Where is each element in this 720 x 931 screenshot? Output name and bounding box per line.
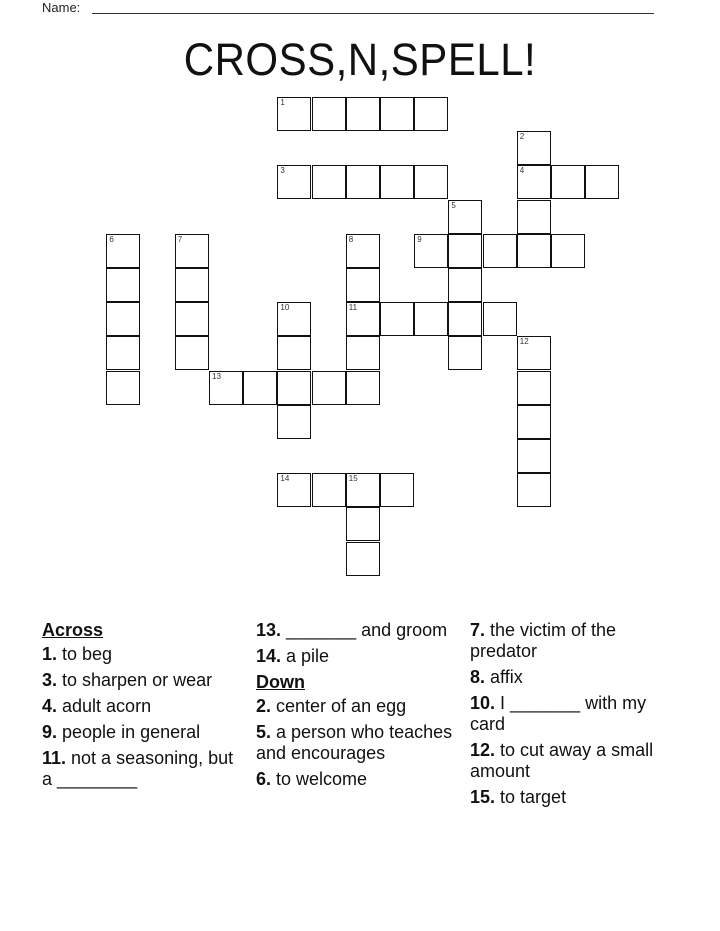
name-label: Name: [42,0,81,15]
crossword-cell[interactable] [483,234,517,268]
crossword-cell[interactable] [448,268,482,302]
crossword-cell[interactable] [517,200,551,234]
crossword-cell[interactable] [175,268,209,302]
crossword-cell[interactable] [106,336,140,370]
crossword-cell[interactable] [448,302,482,336]
clue-text: adult acorn [57,696,152,716]
clue-number: 6 [109,234,114,244]
clue-number: 2. [256,696,272,716]
crossword-cell[interactable] [312,165,346,199]
crossword-cell[interactable] [106,268,140,302]
clue-number: 5. [256,722,272,742]
clue-text: center of an egg [271,696,407,716]
crossword-cell[interactable] [585,165,619,199]
crossword-cell[interactable] [414,234,448,268]
crossword-cell[interactable] [312,371,346,405]
clue-text: _______ and groom [281,620,448,640]
crossword-cell[interactable] [346,234,380,268]
crossword-cell[interactable] [517,165,551,199]
crossword-cell[interactable] [175,336,209,370]
down-clue-list-continued [470,620,680,808]
clue-item [470,693,680,735]
crossword-cell[interactable] [414,302,448,336]
clue-number: 12 [519,337,529,347]
crossword-cell[interactable] [277,371,311,405]
down-clue-list [256,696,456,790]
crossword-cell[interactable] [380,165,414,199]
crossword-cell[interactable] [517,405,551,439]
clue-item [256,696,456,717]
clue-number: 10 [280,303,290,313]
crossword-cell[interactable] [517,131,551,165]
clue-item [42,722,242,743]
clue-text: affix [485,667,523,687]
crossword-cell[interactable] [175,234,209,268]
clue-item [256,620,456,641]
across-heading: Across [42,620,104,640]
crossword-cell[interactable] [517,336,551,370]
down-heading: Down [256,672,305,692]
clue-number: 9. [42,722,58,742]
crossword-cell[interactable] [312,97,346,131]
clue-item [470,787,680,808]
crossword-cell[interactable] [448,200,482,234]
clue-number: 8. [470,667,486,687]
clue-text: to beg [57,644,113,664]
crossword-cell[interactable] [346,268,380,302]
crossword-cell[interactable] [380,97,414,131]
clue-item [470,667,680,688]
clue-number: 3. [42,670,58,690]
clues-column-1 [42,620,242,795]
crossword-cell[interactable] [346,371,380,405]
crossword-cell[interactable] [448,234,482,268]
clue-item [256,769,456,790]
crossword-cell[interactable] [517,371,551,405]
clue-number: 3 [280,166,285,176]
clue-number: 14 [280,474,290,484]
across-clue-list [42,644,242,790]
crossword-cell[interactable] [483,302,517,336]
crossword-cell[interactable] [277,473,311,507]
clues-column-2 [256,620,456,795]
crossword-cell[interactable] [277,97,311,131]
crossword-cell[interactable] [346,302,380,336]
clue-number: 7. [470,620,486,640]
crossword-cell[interactable] [380,302,414,336]
clue-item [42,670,242,691]
clue-item [470,620,680,662]
clue-number: 1 [280,98,285,107]
clue-text: not a seasoning, but a ________ [42,748,234,789]
crossword-cell[interactable] [551,165,585,199]
crossword-cell[interactable] [517,473,551,507]
crossword-cell[interactable] [517,439,551,473]
clue-item [470,740,680,782]
clue-item [42,644,242,665]
clue-item [42,748,242,790]
crossword-cell[interactable] [312,473,346,507]
page-title: CROSS,N,SPELL! [183,34,537,85]
crossword-cell[interactable] [346,507,380,541]
crossword-cell[interactable] [346,473,380,507]
clue-text: I _______ with my card [470,693,647,734]
clue-number: 5 [451,200,456,210]
crossword-cell[interactable] [175,302,209,336]
clue-number: 11 [348,303,358,313]
clue-item [256,722,456,764]
clue-number: 9 [417,234,422,244]
crossword-cell[interactable] [277,405,311,439]
crossword-cell[interactable] [346,542,380,576]
clue-number: 4. [42,696,58,716]
clue-number: 15 [348,474,358,484]
clue-number: 10. [470,693,496,713]
crossword-cell[interactable] [551,234,585,268]
clue-text: to target [495,787,567,807]
crossword-cell[interactable] [277,336,311,370]
crossword-cell[interactable] [243,371,277,405]
clue-item [256,646,456,667]
clues-column-3 [470,620,680,813]
crossword-cell[interactable] [380,473,414,507]
clue-number: 4 [519,166,525,176]
clue-number: 8 [348,234,354,244]
crossword-cell[interactable] [209,371,243,405]
clue-number: 11. [42,748,67,768]
clue-number: 6. [256,769,272,789]
clue-number: 13 [212,371,221,381]
crossword-cell[interactable] [448,336,482,370]
crossword-cell[interactable] [346,97,380,131]
clue-item [42,696,242,717]
crossword-cell[interactable] [106,302,140,336]
crossword-cell[interactable] [346,165,380,199]
across-clue-list-continued [256,620,456,667]
crossword-cell[interactable] [414,97,448,131]
clue-text: to sharpen or wear [57,670,213,690]
clue-number: 7 [177,234,183,244]
crossword-cell[interactable] [106,371,140,405]
clue-text: to welcome [271,769,368,789]
clue-number: 12. [470,740,496,760]
clue-text: people in general [57,722,201,742]
crossword-cell[interactable] [106,234,140,268]
crossword-cell[interactable] [277,165,311,199]
clue-number: 13. [256,620,282,640]
clue-number: 1. [42,644,58,664]
clue-number: 2 [519,132,525,142]
clue-text: to cut away a small amount [470,740,654,781]
clue-number: 15. [470,787,496,807]
clue-text: the victim of the predator [470,620,617,661]
clue-text: a pile [281,646,330,666]
crossword-cell[interactable] [346,336,380,370]
crossword-cell[interactable] [517,234,551,268]
crossword-cell[interactable] [414,165,448,199]
clue-number: 14. [256,646,282,666]
crossword-cell[interactable] [277,302,311,336]
clue-text: a person who teaches and encourages [256,722,453,763]
